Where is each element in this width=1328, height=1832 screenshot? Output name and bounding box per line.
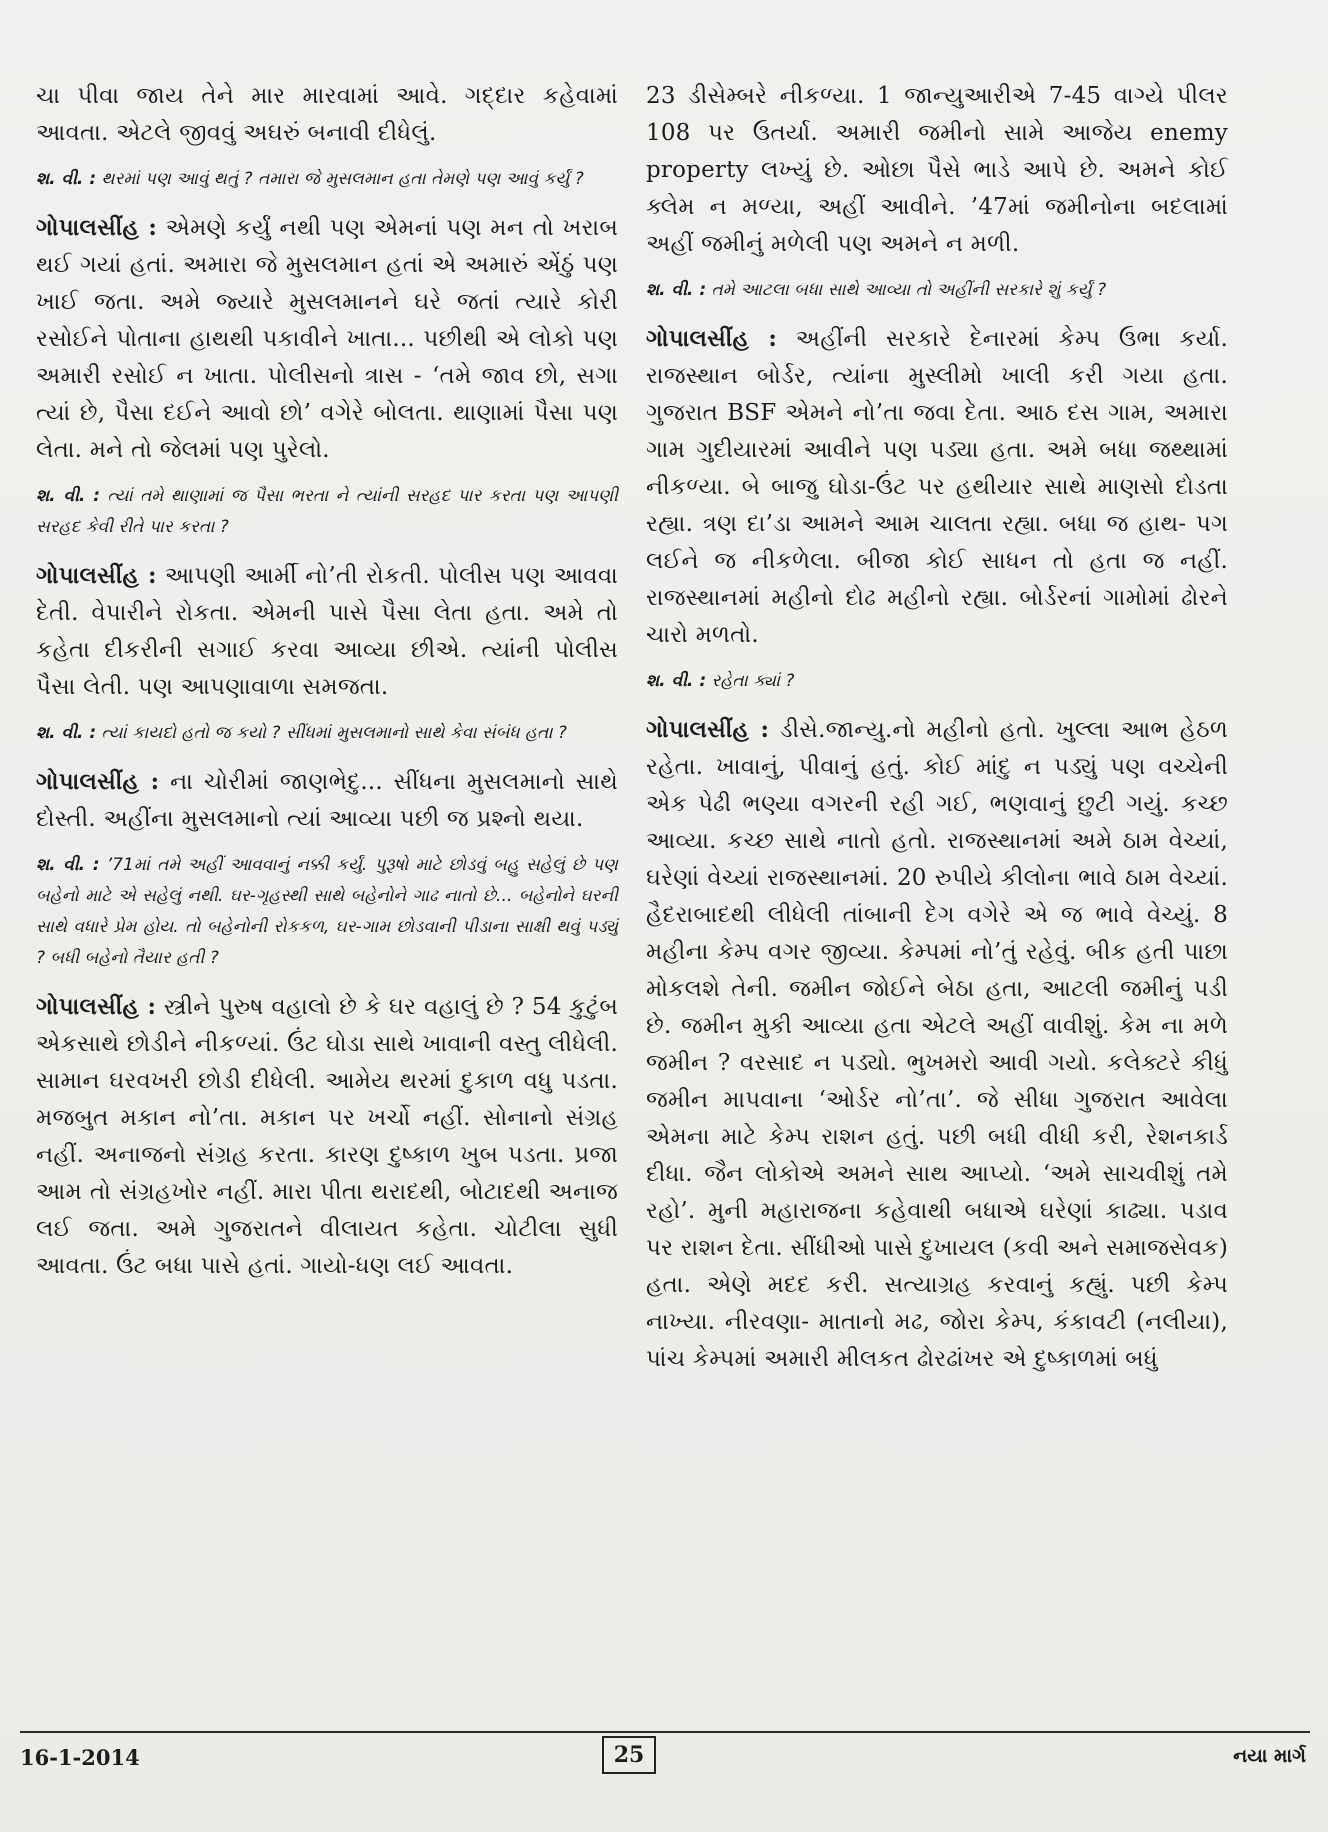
interviewer-question <box>646 275 1228 306</box>
interviewer-question <box>36 718 618 749</box>
footer-divider <box>20 1731 1310 1733</box>
magazine-name: નયા માર્ગ <box>1233 1745 1306 1767</box>
interviewer-tag: શ. વી. : <box>36 855 100 875</box>
interviewer-question <box>646 666 1228 697</box>
answer-paragraph <box>36 209 618 469</box>
question-text: ’71માં તમે અહીં આવવાનું નક્કી કર્યું. પુરૂષો માટે છોડવું બહુ સહેલું છે પણ બહેનો માટે એ સહેલું નથી. ઘર-ગૃહસ્થી સાથે બહેનોને ગાઢ નાતો છે... બહેનોને ઘરની સાથે વધારે પ્રેમ હોય. તો બહેનોની રોકકળ, ઘર-ગામ છોડવાની પીડાના સાક્ષી થવું પડ્યું ? બધી બહેનો તૈયાર હતી ? <box>36 855 619 968</box>
interviewer-tag: શ. વી. : <box>646 671 707 691</box>
answer-text: અહીંની સરકારે દેનારમાં કેમ્પ ઉભા કર્યા. રાજસ્થાન બોર્ડર, ત્યાંના મુસ્લીમો ખાલી કરી ગયા હતા. ગુજરાત BSF એમને નો’તા જવા દેતા. આઠ દસ ગામ, અમારા ગામ ગુદીયારમાં આવીને પણ પડ્યા હતા. અમે બધા જથ્થામાં નીકળ્યા. બે બાજુ ઘોડા-ઉંટ પર હથીયાર સાથે માણસો દોડતા રહ્યા. ત્રણ દા’ડા આમને આમ ચાલતા રહ્યા. બધા જ હાથ- પગ લઈને જ નીકળેલા. બીજા કોઈ સાધન તો હતા જ નહીં. રાજસ્થાનમાં મહીનો દોઢ મહીનો રહ્યા. બોર્ડરનાં ગામોમાં ઢોરને ચારો મળતો. <box>646 326 1228 648</box>
interviewer-tag: શ. વી. : <box>36 486 101 506</box>
interviewer-tag: શ. વી. : <box>646 280 707 300</box>
answer-paragraph <box>646 711 1228 1378</box>
question-text: તમે આટલા બધા સાથે આવ્યા તો અહીંની સરકારે શું કર્યું ? <box>711 280 1107 300</box>
answer-paragraph <box>36 763 618 838</box>
answer-text: ના ચોરીમાં જાણભેદુ... સીંધના મુસલમાનો સાથે દોસ્તી. અહીંના મુસલમાનો ત્યાં આવ્યા પછી જ પ્રશ્નો થયા. <box>36 769 619 832</box>
speaker-name: ગોપાલસીંહ : <box>36 768 160 795</box>
body-paragraph <box>646 78 1228 263</box>
speaker-name: ગોપાલસીંહ : <box>36 993 157 1020</box>
question-text: ત્યાં તમે થાણામાં જ પૈસા ભરતા ને ત્યાંની સરહદ પાર કરતા પણ આપણી સરહદ કેવી રીતે પાર કરતા ? <box>36 486 618 537</box>
speaker-name: ગોપાલસીંહ : <box>36 562 157 589</box>
speaker-name: ગોપાલસીંહ : <box>646 325 778 352</box>
answer-text: આપણી આર્મી નો’તી રોકતી. પોલીસ પણ આવવા દેતી. વેપારીને રોકતા. એમની પાસે પૈસા લેતા હતા. અમે તો કહેતા દીકરીની સગાઈ કરવા આવ્યા છીએ. ત્યાંની પોલીસ પૈસા લેતી. પણ આપણાવાળા સમજતા. <box>36 563 618 700</box>
interviewer-tag: શ. વી. : <box>36 723 97 743</box>
speaker-name: ગોપાલસીંહ : <box>646 716 770 743</box>
paragraph-text: ચા પીવા જાય તેને માર મારવામાં આવે. ગદ્દાર કહેવામાં આવતા. એટલે જીવવું અઘરું બનાવી દીધેલું. <box>36 83 618 146</box>
answer-text: એમણે કર્યું નથી પણ એમનાં પણ મન તો ખરાબ થઈ ગયાં હતાં. અમારા જે મુસલમાન હતાં એ અમારું એંઠું પણ ખાઈ જતા. અમે જ્યારે મુસલમાનને ઘરે જતાં ત્યારે કોરી રસોઈને પોતાના હાથથી પકાવીને ખાતા... પછીથી એ લોકો પણ અમારી રસોઈ ન ખાતા. પોલીસનો ત્રાસ - ‘તમે જાવ છો, સગા ત્યાં છે, પૈસા દઈને આવો છો’ વગેરે બોલતા. થાણામાં પૈસા પણ લેતા. મને તો જેલમાં પણ પુરેલો. <box>36 215 618 463</box>
answer-paragraph <box>646 320 1228 654</box>
answer-text: ડીસે.જાન્યુ.નો મહીનો હતો. ખુલ્લા આભ હેઠળ રહેતા. ખાવાનું, પીવાનું હતું. કોઈ માંદુ ન પડ્યું પણ વચ્ચેની એક પેઢી ભણ્યા વગરની રહી ગઈ, ભણવાનું છુટી ગયું. કચ્છ આવ્યા. કચ્છ સાથે નાતો હતો. રાજસ્થાનમાં અમે ઠામ વેચ્યાં, ઘરેણાં વેચ્યાં રાજસ્થાનમાં. 20 રુપીયે કીલોના ભાવે ઠામ વેચ્યાં. હૈદરાબાદથી લીધેલી તાંબાની દેગ વગેરે એ જ ભાવે વેચ્યું. 8 મહીના કેમ્પ વગર જીવ્યા. કેમ્પમાં નો’તું રહેવું. બીક હતી પાછા મોકલશે તેની. જમીન જોઈને બેઠા હતા, આટલી જમીનું પડી છે. જમીન મુકી આવ્યા હતા એટલે અહીં વાવીશું. કેમ ના મળે જમીન ? વરસાદ ન પડ્યો. ભુખમરો આવી ગયો. કલેક્ટરે કીધું જમીન માપવાના ‘ઓર્ડર નો’તા’. જે સીધા ગુજરાત આવેલા એમના માટે કેમ્પ રાશન હતું. પછી બધી વીધી કરી, રેશનકાર્ડ દીધા. જૈન લોકોએ અમને સાથ આપ્યો. ‘અમે સાચવીશું તમે રહો’. મુની મહારાજના કહેવાથી બધાએ ઘરેણાં કાઢ્યા. પડાવ પર રાશન દેતા. સીંધીઓ પાસે દુખાયલ (કવી અને સમાજસેવક) હતા. એણે મદદ કરી. સત્યાગ્રહ કરવાનું કહ્યું. પછી કેમ્પ નાખ્યા. નીરવણા- માતાનો મઢ, જોરા કેમ્પ, કંકાવટી (નલીયા), પાંચ કેમ્પમાં અમારી મીલકત ઢોરઢાંખર એ દુષ્કાળમાં બધું <box>646 717 1229 1372</box>
interviewer-question <box>36 850 618 974</box>
interviewer-question <box>36 481 618 543</box>
answer-paragraph <box>36 988 618 1285</box>
speaker-name: ગોપાલસીંહ : <box>36 214 158 241</box>
page-number: 25 <box>602 1736 656 1774</box>
question-text: ત્યાં કાયદો હતો જ કયો ? સીંધમાં મુસલમાનો સાથે કેવા સંબંધ હતા ? <box>101 723 567 743</box>
left-column <box>36 78 618 1285</box>
interviewer-question <box>36 164 618 195</box>
answer-paragraph <box>36 557 618 706</box>
body-paragraph <box>36 78 618 152</box>
footer-date: 16-1-2014 <box>20 1745 140 1770</box>
interviewer-tag: શ. વી. : <box>36 169 97 189</box>
right-column <box>646 78 1228 1378</box>
answer-text: સ્ત્રીને પુરુષ વહાલો છે કે ઘર વહાલું છે ? 54 કુટુંબ એકસાથે છોડીને નીકળ્યાં. ઉંટ ઘોડા સાથે ખાવાની વસ્તુ લીધેલી. સામાન ઘરવખરી છોડી દીધેલી. આમેય થરમાં દુકાળ વધુ પડતા. મજબુત મકાન નો’તા. મકાન પર ખર્ચો નહીં. સોનાનો સંગ્રહ નહીં. અનાજનો સંગ્રહ કરતા. કારણ દુષ્કાળ ખુબ પડતા. પ્રજા આમ તો સંગ્રહખોર નહીં. મારા પીતા થરાદથી, બોટાદથી અનાજ લઈ જતા. અમે ગુજરાતને વીલાયત કહેતા. ચોટીલા સુધી આવતા. ઉંટ બધા પાસે હતાં. ગાયો-ધણ લઈ આવતા. <box>36 994 618 1279</box>
paragraph-text: 23 ડીસેમ્બરે નીકળ્યા. 1 જાન્યુઆરીએ 7-45 વાગ્યે પીલર 108 પર ઉતર્યા. અમારી જમીનો સામે આજેય enemy property લખ્યું છે. ઓછા પૈસે ભાડે આપે છે. અમને કોઈ ક્લેમ ન મળ્યા, અહીં આવીને. ’47માં જમીનોના બદલામાં અહીં જમીનું મળેલી પણ અમને ન મળી. <box>646 83 1228 257</box>
question-text: થરમાં પણ આવું થતું ? તમારા જે મુસલમાન હતા તેમણે પણ આવું કર્યું ? <box>101 169 584 189</box>
question-text: રહેતા ક્યાં ? <box>711 671 795 691</box>
